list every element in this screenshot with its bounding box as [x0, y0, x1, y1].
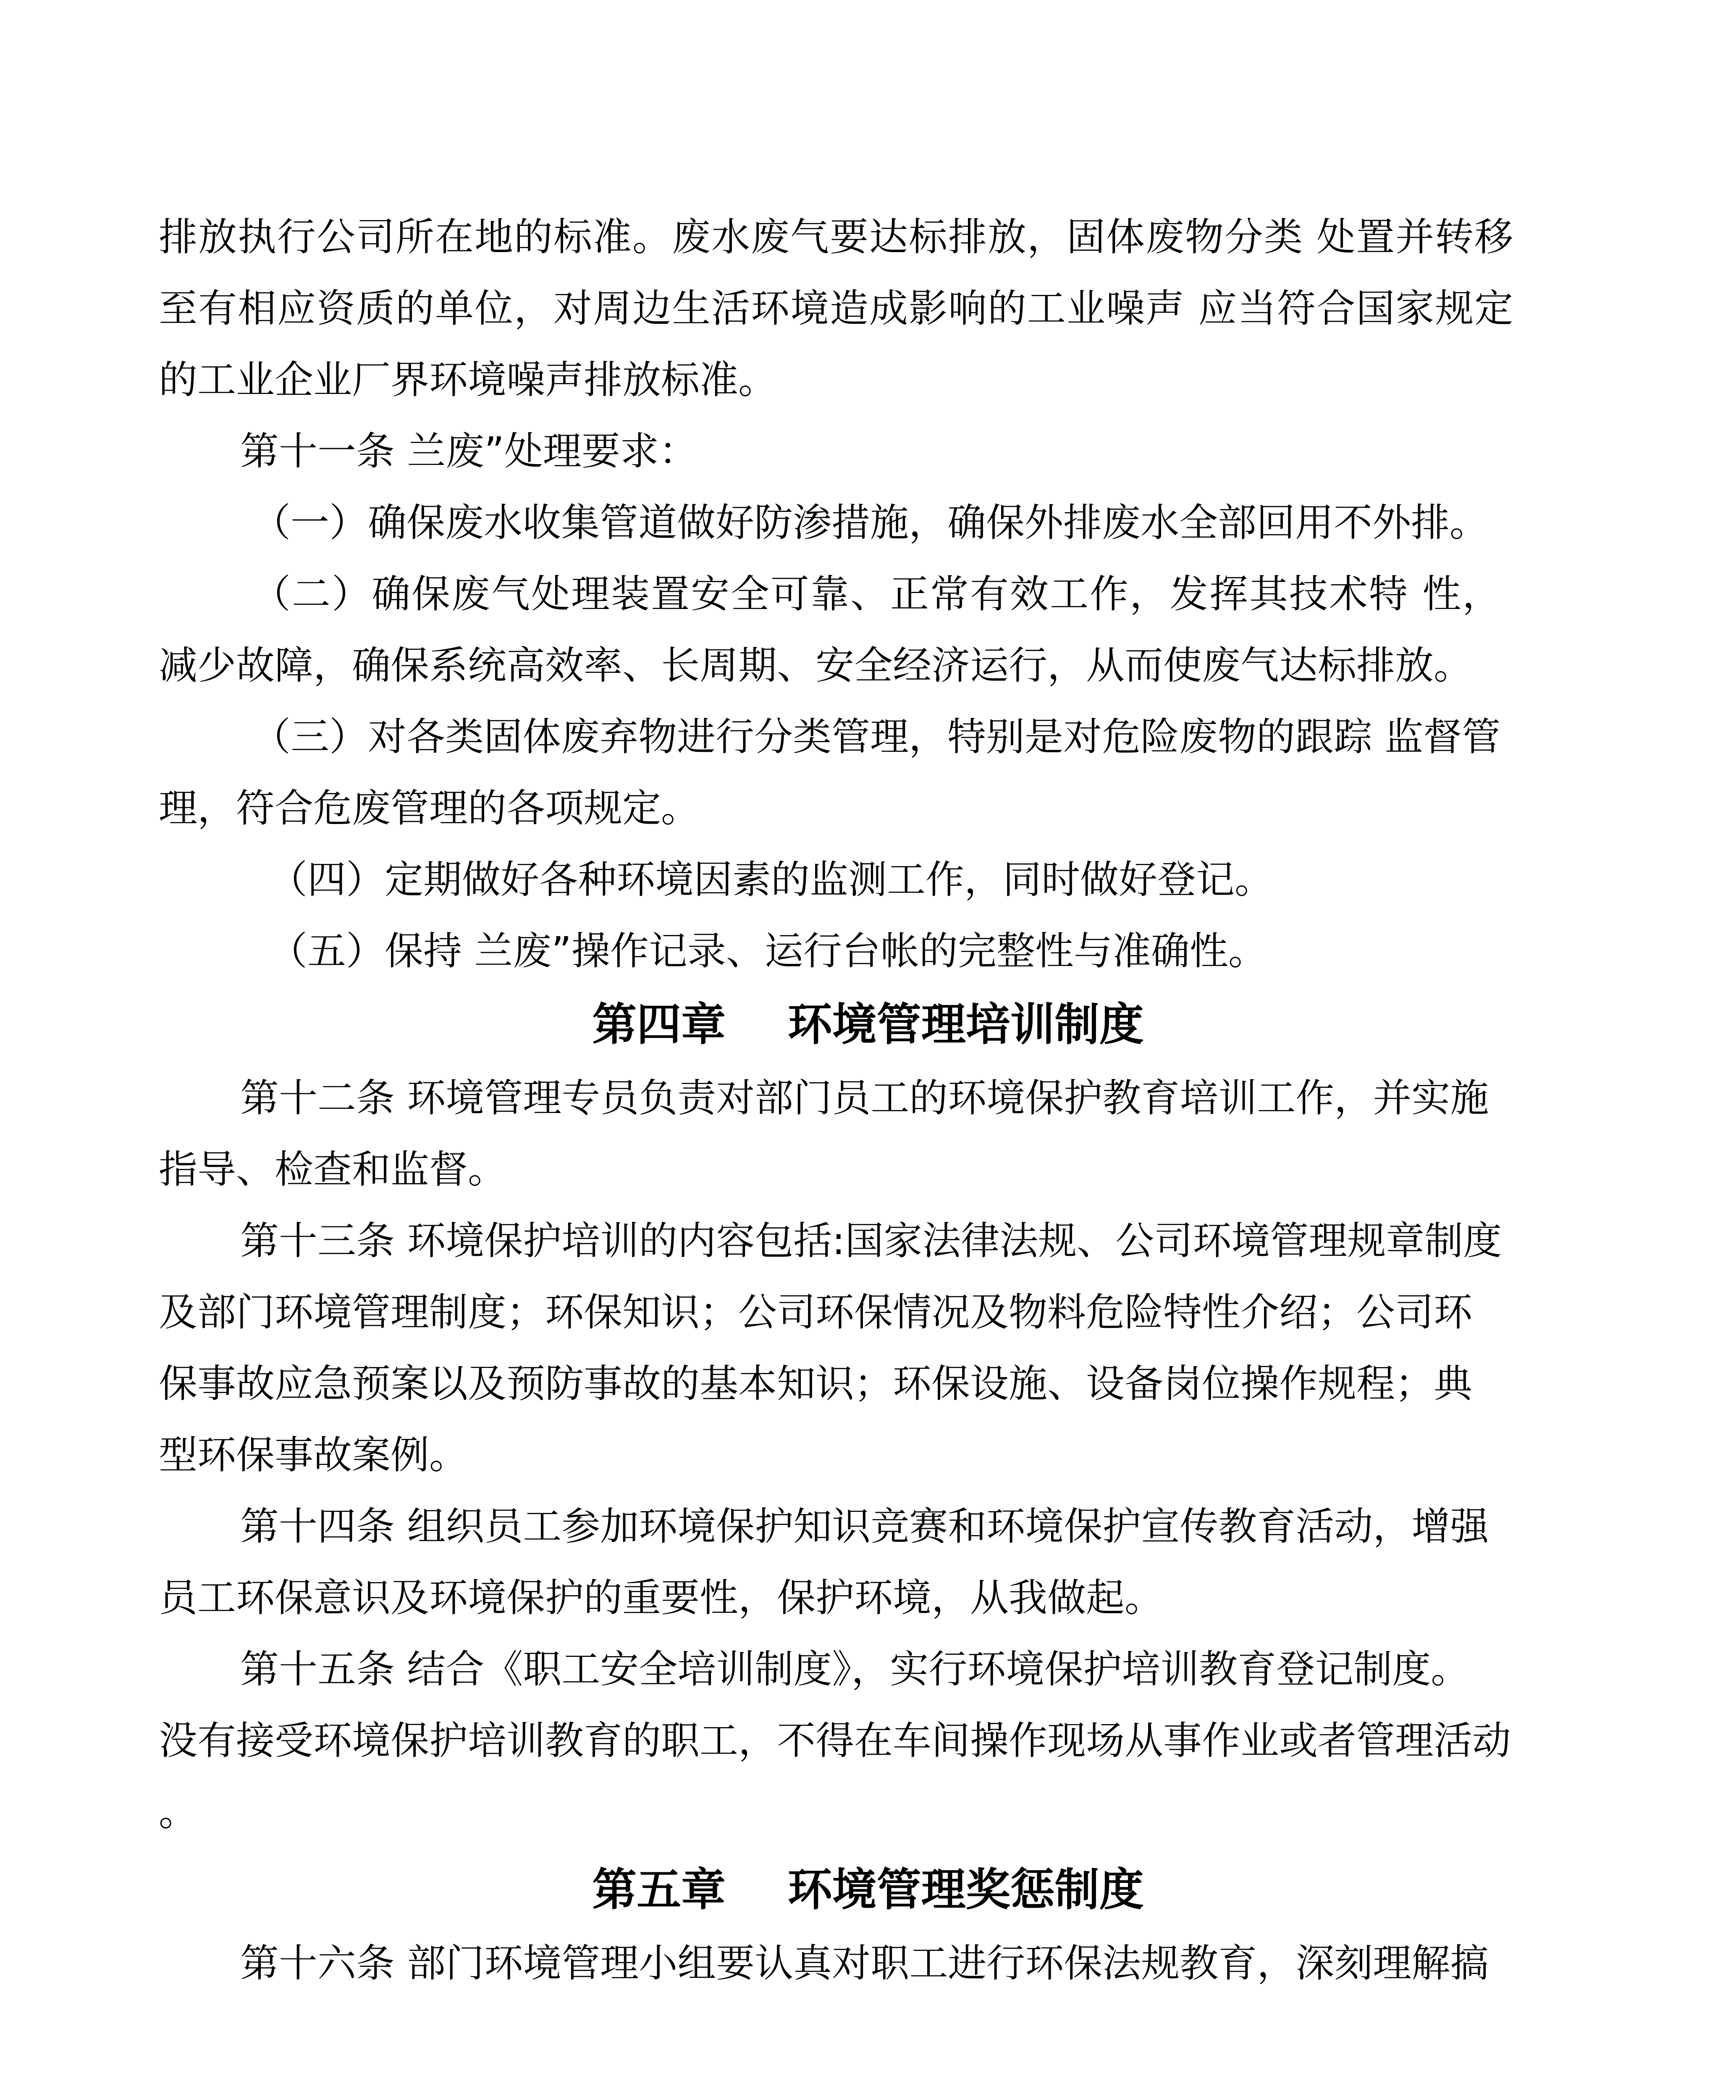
body-line: 没有接受环境保护培训教育的职工，不得在车间操作现场从事作业或者管理活动 [159, 1718, 1511, 1763]
body-line: 员工环保意识及环境保护的重要性，保护环境，从我做起。 [159, 1575, 1164, 1620]
chapter-5-heading: 第五章 环境管理奖惩制度 [592, 1864, 1144, 1916]
article-12: 第十二条 环境管理专员负责对部门员工的环境保护教育培训工作，并实施 [240, 1076, 1489, 1121]
body-line: 保事故应急预案以及预防事故的基本知识；环保设施、设备岗位操作规程；典 [159, 1361, 1473, 1406]
body-line: 。 [159, 1790, 198, 1835]
body-line: 至有相应资质的单位，对周边生活环境造成影响的工业噪声 应当符合国家规定 [159, 286, 1514, 331]
body-line: 的工业企业厂界环境噪声排放标准。 [159, 357, 777, 402]
article-13: 第十三条 环境保护培训的内容包括:国家法律法规、公司环境管理规章制度 [240, 1218, 1502, 1263]
body-line: 及部门环境管理制度；环保知识；公司环保情况及物料危险特性介绍；公司环 [159, 1290, 1473, 1335]
list-item-4: （四）定期做好各种环境因素的监测工作，同时做好登记。 [269, 857, 1274, 902]
body-line: 理，符合危废管理的各项规定。 [159, 786, 700, 831]
article-16: 第十六条 部门环境管理小组要认真对职工进行环保法规教育，深刻理解搞 [240, 1941, 1489, 1986]
list-item-5: （五）保持 兰废”操作记录、运行台帐的完整性与准确性。 [269, 929, 1267, 974]
article-15: 第十五条 结合《职工安全培训制度》，实行环境保护培训教育登记制度。 [240, 1647, 1470, 1692]
body-line: 型环保事故案例。 [159, 1433, 468, 1478]
list-item-2: （二）确保废气处理装置安全可靠、正常有效工作，发挥其技术特 性， [252, 572, 1503, 617]
list-item-3: （三）对各类固体废弃物进行分类管理，特别是对危险废物的跟踪 监督管 [252, 714, 1501, 759]
list-item-1: （一）确保废水收集管道做好防渗措施，确保外排废水全部回用不外排。 [252, 500, 1489, 545]
article-14: 第十四条 组织员工参加环境保护知识竞赛和环境保护宣传教育活动，增强 [240, 1504, 1489, 1549]
body-line: 指导、检查和监督。 [159, 1147, 507, 1192]
chapter-4-heading: 第四章 环境管理培训制度 [592, 999, 1144, 1050]
body-line: 减少故障，确保系统高效率、长周期、安全经济运行，从而使废气达标排放。 [159, 643, 1473, 688]
article-11-title: 第十一条 兰废”处理要求： [240, 429, 698, 474]
body-line: 排放执行公司所在地的标准。废水废气要达标排放，固体废物分类 处置并转移 [159, 215, 1514, 260]
